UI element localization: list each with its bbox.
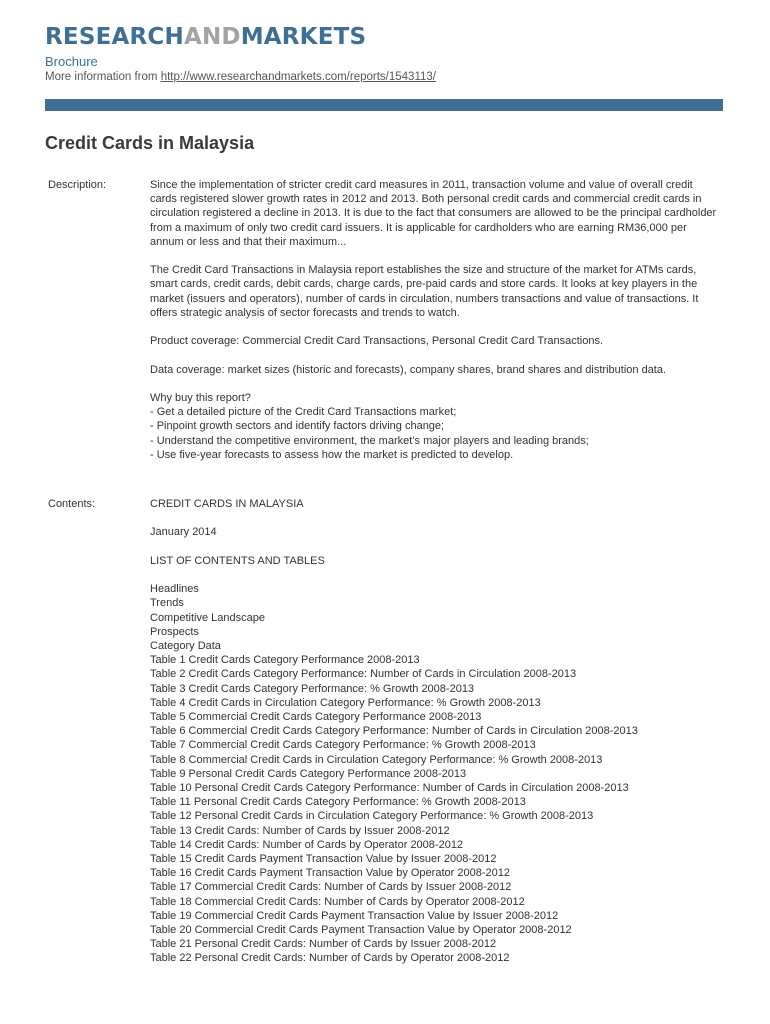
report-url-link[interactable]: http://www.researchandmarkets.com/reports/1543113/	[160, 71, 436, 83]
contents-item: Headlines	[150, 583, 199, 596]
description-paragraph: The Credit Card Transactions in Malaysia report establishes the size and structure of the market for ATMs cards, smart cards, credit cards, debit cards, charge cards, pre-paid cards and store cards. It looks at key players in the market (issuers and operators), number of cards in circulation, numbers transactions and value of transactions. It offers strategic analysis of sector forecasts and trends to watch.	[150, 264, 699, 319]
contents-item: Table 8 Commercial Credit Cards in Circulation Category Performance: % Growth 2008-2013	[150, 753, 603, 766]
contents-item: Trends	[150, 597, 184, 610]
why-buy-heading: Why buy this report?	[150, 391, 251, 404]
contents-item: Table 5 Commercial Credit Cards Category Performance 2008-2013	[150, 711, 482, 723]
contents-item: Prospects	[150, 625, 199, 638]
logo-part-research: RESEARCH	[45, 24, 184, 50]
contents-item: Table 15 Credit Cards Payment Transaction Value by Issuer 2008-2012	[150, 853, 497, 866]
contents-item: Table 17 Commercial Credit Cards: Number of Cards by Issuer 2008-2012	[150, 881, 512, 894]
contents-list-heading: LIST OF CONTENTS AND TABLES	[150, 554, 325, 567]
contents-item: Table 11 Personal Credit Cards Category Performance: % Growth 2008-2013	[150, 796, 526, 809]
contents-item: Table 2 Credit Cards Category Performance: Number of Cards in Circulation 2008-2013	[150, 668, 577, 681]
description-paragraph: Since the implementation of stricter credit card measures in 2011, transaction volume and value of overall credit cards registered slower growth rates in 2012 and 2013. Both personal credit cards and commercial credit cards in circulation registered a decline in 2013. It is due to the fact that consumers are allowed to be the principal cardholder from a maximum of only two credit card issuers. It is applicable for cardholders who are earning RM36,000 per annum or less and that their maximum...	[150, 179, 717, 248]
contents-item: Table 1 Credit Cards Category Performance 2008-2013	[150, 654, 420, 667]
contents-item: Table 21 Personal Credit Cards: Number of Cards by Issuer 2008-2012	[150, 938, 497, 951]
contents-item: Table 12 Personal Credit Cards in Circulation Category Performance: % Growth 2008-2013	[150, 810, 594, 823]
description-body	[150, 178, 720, 462]
contents-item: Table 7 Commercial Credit Cards Category Performance: % Growth 2008-2013	[150, 739, 536, 752]
contents-list	[150, 582, 720, 965]
contents-item: Table 9 Personal Credit Cards Category Performance 2008-2013	[150, 767, 467, 780]
contents-label: Contents:	[48, 498, 96, 510]
contents-item: Table 10 Personal Credit Cards Category Performance: Number of Cards in Circulation 2008-2013	[150, 782, 629, 795]
contents-heading: CREDIT CARDS IN MALAYSIA	[150, 498, 304, 510]
brochure-label: Brochure	[45, 54, 98, 69]
contents-item: Table 16 Credit Cards Payment Transaction Value by Operator 2008-2012	[150, 867, 510, 880]
more-info-prefix: More information from	[45, 71, 161, 83]
description-label: Description:	[48, 179, 107, 191]
description-paragraph: Data coverage: market sizes (historic and forecasts), company shares, brand shares and distribution data.	[150, 363, 667, 376]
contents-body	[150, 497, 720, 966]
why-buy-item: - Understand the competitive environment, the market’s major players and leading brands;	[150, 434, 589, 447]
contents-item: Table 19 Commercial Credit Cards Payment Transaction Value by Issuer 2008-2012	[150, 909, 559, 922]
contents-item: Competitive Landscape	[150, 611, 265, 624]
header-divider-bar	[45, 99, 723, 111]
contents-item: Table 14 Credit Cards: Number of Cards by Operator 2008-2012	[150, 838, 464, 851]
contents-item: Table 22 Personal Credit Cards: Number of Cards by Operator 2008-2012	[150, 952, 510, 965]
contents-item: Table 20 Commercial Credit Cards Payment Transaction Value by Operator 2008-2012	[150, 924, 572, 937]
description-paragraph: Product coverage: Commercial Credit Card Transactions, Personal Credit Card Transactions.	[150, 335, 604, 348]
researchandmarkets-logo	[45, 22, 366, 52]
contents-item: Table 13 Credit Cards: Number of Cards by Issuer 2008-2012	[150, 824, 450, 837]
contents-item: Category Data	[150, 639, 221, 652]
contents-item: Table 18 Commercial Credit Cards: Number of Cards by Operator 2008-2012	[150, 895, 525, 908]
contents-item: Table 3 Credit Cards Category Performance: % Growth 2008-2013	[150, 682, 475, 695]
logo-part-and: AND	[183, 24, 241, 50]
more-info-line	[45, 70, 436, 85]
why-buy-list	[150, 405, 720, 462]
contents-item: Table 6 Commercial Credit Cards Category Performance: Number of Cards in Circulation 2008-2013	[150, 725, 638, 738]
why-buy-item: - Get a detailed picture of the Credit Card Transactions market;	[150, 406, 457, 419]
contents-date: January 2014	[150, 526, 217, 539]
page-title: Credit Cards in Malaysia	[45, 133, 255, 153]
why-buy-item: - Use five-year forecasts to assess how the market is predicted to develop.	[150, 448, 514, 461]
why-buy-item: - Pinpoint growth sectors and identify factors driving change;	[150, 420, 445, 433]
logo-part-markets: MARKETS	[240, 24, 367, 50]
contents-item: Table 4 Credit Cards in Circulation Category Performance: % Growth 2008-2013	[150, 696, 541, 709]
